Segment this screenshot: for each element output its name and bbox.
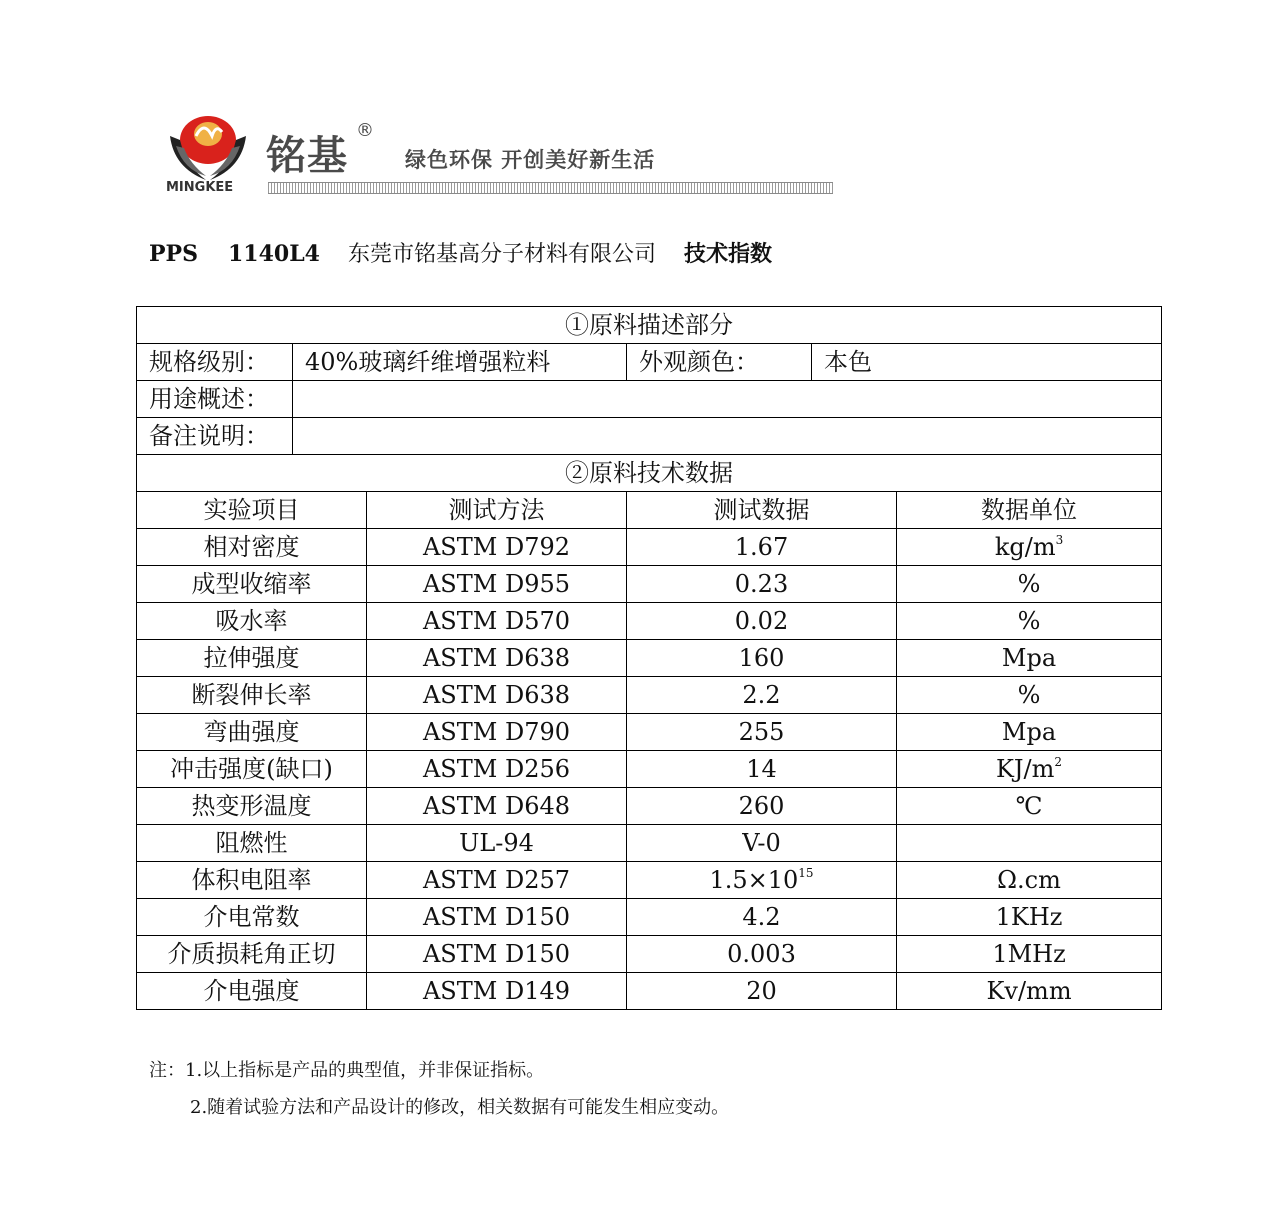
test-method-cell bbox=[367, 640, 627, 677]
spec-row bbox=[137, 344, 1162, 381]
test-item-cell bbox=[137, 751, 367, 788]
test-item: 断裂伸长率 bbox=[191, 681, 312, 709]
test-method: ASTM D570 bbox=[422, 607, 571, 635]
test-value: 1.5×10 bbox=[709, 866, 799, 894]
test-item: 冲击强度(缺口) bbox=[170, 755, 333, 783]
test-value-cell bbox=[627, 862, 897, 899]
test-item: 吸水率 bbox=[215, 607, 288, 635]
test-unit-cell bbox=[897, 603, 1162, 640]
spec-value: 40%玻璃纤维增强粒料 bbox=[293, 344, 627, 381]
table-row bbox=[137, 529, 1162, 566]
test-method: ASTM D150 bbox=[422, 940, 571, 968]
test-method: ASTM D638 bbox=[422, 681, 571, 709]
test-value: 0.02 bbox=[734, 607, 789, 635]
test-method-cell bbox=[367, 529, 627, 566]
color-value: 本色 bbox=[812, 344, 1162, 381]
test-item-cell bbox=[137, 603, 367, 640]
section1-heading-row bbox=[137, 307, 1162, 344]
test-unit: Mpa bbox=[1001, 718, 1057, 746]
test-value: V-0 bbox=[742, 829, 781, 857]
test-value-cell bbox=[627, 603, 897, 640]
note-2: 2.随着试验方法和产品设计的修改，相关数据有可能发生相应变动。 bbox=[190, 1097, 730, 1118]
title-suffix: 技术指数 bbox=[684, 241, 773, 267]
test-value-cell bbox=[627, 640, 897, 677]
section2-heading-row bbox=[137, 455, 1162, 492]
test-item-cell bbox=[137, 677, 367, 714]
test-item: 体积电阻率 bbox=[191, 866, 312, 894]
test-item: 拉伸强度 bbox=[203, 644, 300, 672]
section2-heading: ②原料技术数据 bbox=[137, 455, 1162, 492]
grade-code: 1140L4 bbox=[227, 241, 320, 267]
test-unit: Kv/mm bbox=[986, 977, 1072, 1005]
test-unit-cell bbox=[897, 529, 1162, 566]
test-method: ASTM D150 bbox=[422, 903, 571, 931]
color-label: 外观颜色： bbox=[627, 344, 812, 381]
test-unit: Ω.cm bbox=[997, 866, 1061, 894]
test-item: 阻燃性 bbox=[215, 829, 288, 857]
test-unit-cell bbox=[897, 640, 1162, 677]
table-row bbox=[137, 714, 1162, 751]
test-value-superscript: 15 bbox=[798, 866, 814, 880]
usage-label: 用途概述： bbox=[137, 381, 293, 418]
test-value-cell bbox=[627, 677, 897, 714]
test-value-cell bbox=[627, 714, 897, 751]
table-row bbox=[137, 751, 1162, 788]
column-header-row bbox=[137, 492, 1162, 529]
test-method: UL-94 bbox=[459, 829, 534, 857]
test-unit-cell bbox=[897, 677, 1162, 714]
column-header: 测试数据 bbox=[627, 492, 897, 529]
test-item: 介质损耗角正切 bbox=[167, 940, 336, 968]
test-method-cell bbox=[367, 862, 627, 899]
test-item-cell bbox=[137, 825, 367, 862]
usage-row bbox=[137, 381, 1162, 418]
test-value-cell bbox=[627, 566, 897, 603]
test-value-cell bbox=[627, 751, 897, 788]
test-item: 成型收缩率 bbox=[191, 570, 312, 598]
table-row bbox=[137, 825, 1162, 862]
company-name: 东莞市铭基高分子材料有限公司 bbox=[348, 242, 657, 267]
test-value: 160 bbox=[738, 644, 785, 672]
test-value-cell bbox=[627, 973, 897, 1010]
table-row bbox=[137, 862, 1162, 899]
spec-label: 规格级别： bbox=[137, 344, 293, 381]
brand-slogan: 绿色环保 开创美好新生活 bbox=[405, 148, 656, 172]
test-method-cell bbox=[367, 566, 627, 603]
material-name: PPS bbox=[149, 241, 198, 267]
section1-heading: ①原料描述部分 bbox=[137, 307, 1162, 344]
test-item-cell bbox=[137, 936, 367, 973]
test-unit: % bbox=[1017, 607, 1041, 635]
test-unit-cell bbox=[897, 973, 1162, 1010]
test-unit: 1KHz bbox=[995, 903, 1063, 931]
test-unit-cell bbox=[897, 566, 1162, 603]
column-header: 数据单位 bbox=[897, 492, 1162, 529]
usage-value bbox=[293, 381, 1162, 418]
test-unit-cell bbox=[897, 788, 1162, 825]
logo-wordmark: MINGKEE bbox=[166, 180, 234, 195]
test-item-cell bbox=[137, 714, 367, 751]
test-unit: % bbox=[1017, 570, 1041, 598]
test-value: 20 bbox=[746, 977, 777, 1005]
test-item-cell bbox=[137, 973, 367, 1010]
test-value-cell bbox=[627, 936, 897, 973]
test-value: 255 bbox=[738, 718, 785, 746]
test-item: 热变形温度 bbox=[191, 792, 312, 820]
test-method: ASTM D257 bbox=[422, 866, 571, 894]
test-value-cell bbox=[627, 529, 897, 566]
test-method: ASTM D790 bbox=[422, 718, 571, 746]
test-unit-cell bbox=[897, 936, 1162, 973]
test-item-cell bbox=[137, 640, 367, 677]
table-row bbox=[137, 603, 1162, 640]
test-value: 260 bbox=[738, 792, 785, 820]
test-method: ASTM D792 bbox=[422, 533, 571, 561]
remark-label: 备注说明： bbox=[137, 418, 293, 455]
test-method: ASTM D648 bbox=[422, 792, 571, 820]
test-value: 4.2 bbox=[742, 903, 781, 931]
test-item: 介电强度 bbox=[203, 977, 300, 1005]
test-method-cell bbox=[367, 825, 627, 862]
test-unit-superscript: 2 bbox=[1054, 755, 1063, 769]
test-unit-superscript: 3 bbox=[1055, 533, 1064, 547]
test-item-cell bbox=[137, 899, 367, 936]
test-unit: 1MHz bbox=[992, 940, 1066, 968]
test-unit: Mpa bbox=[1001, 644, 1057, 672]
test-unit-cell bbox=[897, 899, 1162, 936]
spec-table bbox=[136, 306, 1162, 1010]
test-value: 14 bbox=[746, 755, 777, 783]
test-unit: ℃ bbox=[1015, 792, 1043, 820]
test-value: 2.2 bbox=[742, 681, 781, 709]
test-method-cell bbox=[367, 603, 627, 640]
test-unit-cell bbox=[897, 751, 1162, 788]
table-row bbox=[137, 677, 1162, 714]
test-value-cell bbox=[627, 899, 897, 936]
test-method-cell bbox=[367, 677, 627, 714]
note-1: 注：1.以上指标是产品的典型值，并非保证指标。 bbox=[149, 1060, 545, 1081]
test-method-cell bbox=[367, 973, 627, 1010]
test-method: ASTM D256 bbox=[422, 755, 571, 783]
test-value: 0.23 bbox=[734, 570, 789, 598]
test-value: 1.67 bbox=[734, 533, 789, 561]
test-method-cell bbox=[367, 714, 627, 751]
remark-value bbox=[293, 418, 1162, 455]
test-item: 介电常数 bbox=[203, 903, 300, 931]
test-unit: % bbox=[1017, 681, 1041, 709]
test-unit-cell bbox=[897, 862, 1162, 899]
remark-row bbox=[137, 418, 1162, 455]
test-item-cell bbox=[137, 788, 367, 825]
test-item-cell bbox=[137, 862, 367, 899]
table-row bbox=[137, 788, 1162, 825]
test-unit: kg/m bbox=[994, 533, 1056, 561]
table-row bbox=[137, 936, 1162, 973]
test-method-cell bbox=[367, 899, 627, 936]
brand-name: 铭基 bbox=[266, 133, 348, 179]
test-method-cell bbox=[367, 788, 627, 825]
test-item-cell bbox=[137, 529, 367, 566]
table-row bbox=[137, 973, 1162, 1010]
test-method: ASTM D955 bbox=[422, 570, 571, 598]
column-header: 实验项目 bbox=[137, 492, 367, 529]
column-header: 测试方法 bbox=[367, 492, 627, 529]
test-method: ASTM D149 bbox=[422, 977, 571, 1005]
test-item: 相对密度 bbox=[203, 533, 300, 561]
test-method-cell bbox=[367, 936, 627, 973]
test-unit: KJ/m bbox=[996, 755, 1055, 783]
test-value-cell bbox=[627, 788, 897, 825]
table-row bbox=[137, 640, 1162, 677]
test-item-cell bbox=[137, 566, 367, 603]
test-method: ASTM D638 bbox=[422, 644, 571, 672]
registered-mark: ® bbox=[356, 120, 374, 141]
test-value-cell bbox=[627, 825, 897, 862]
header-stripe-divider bbox=[268, 182, 833, 194]
test-unit-cell bbox=[897, 714, 1162, 751]
table-row bbox=[137, 566, 1162, 603]
test-unit-cell bbox=[897, 825, 1162, 862]
document-title bbox=[149, 237, 772, 268]
test-item: 弯曲强度 bbox=[203, 718, 300, 746]
table-row bbox=[137, 899, 1162, 936]
test-method-cell bbox=[367, 751, 627, 788]
test-value: 0.003 bbox=[727, 940, 796, 968]
